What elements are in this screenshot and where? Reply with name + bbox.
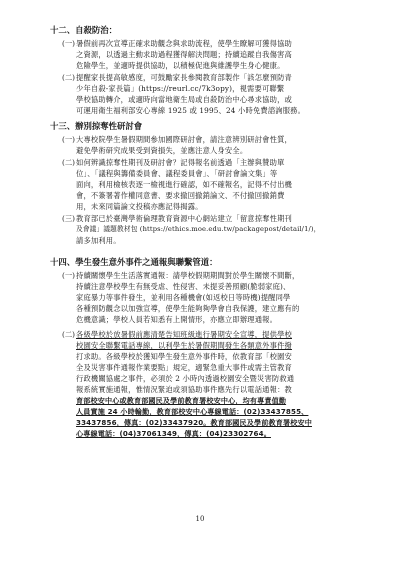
text-line: 少年自殺-家長篇」(https://reurl.cc/7k3opy)，視需要可聯繫 bbox=[76, 84, 285, 93]
text-line: 學校協助轉介，或適時向當地衛生局或自殺防治中心尋求協助，或 bbox=[76, 95, 292, 104]
text-line: 可運用衛生福利部安心專線 1925 或 1995、24 小時免費諮詢服務。 bbox=[76, 106, 306, 115]
text-line: 避免學術研究成果受到資損失，並應注意人身安全。 bbox=[76, 146, 248, 155]
text-line: 打求助。各級學校於獲知學生發生意外事件時，依教育部「校園安 bbox=[76, 352, 292, 361]
section-heading-predatory-conferences: 十三、辦別掠奪性研討會 bbox=[50, 121, 143, 131]
text-line: 校園安全聯繫電話專線，以利學生於暑假期間發生各類意外事件撥 bbox=[76, 341, 292, 350]
text-line: 人員實施 24 小時輪勤，教育部校安中心專線電話：(02)33437855、 bbox=[76, 407, 309, 416]
text-line: 持續關懷學生生活落實通報：請學校假期期間對於學生關懷不間斷， bbox=[76, 271, 300, 280]
text-line: 家庭暴力等事件發生，並利用各種機會(如返校日等時機)提醒同學 bbox=[76, 293, 291, 302]
list-item bbox=[62, 134, 362, 156]
list-item bbox=[62, 329, 362, 439]
item-number: (一) bbox=[62, 135, 75, 144]
text-line: 報系統實施通報，惟情況緊迫或須協助事件應先行以電話通報：教 bbox=[76, 385, 292, 394]
text-line: 33437856，傳真：(02)33437920。教育部國民及學前教育署校安中 bbox=[76, 418, 312, 427]
item-number: (二) bbox=[62, 73, 75, 82]
item-number: (二) bbox=[62, 330, 75, 339]
list-item bbox=[62, 157, 362, 212]
list-item bbox=[62, 270, 362, 325]
list-item bbox=[62, 72, 362, 116]
text-line: 面向，利用檢核表逐一檢視進行確認，如不確報名，記得不付出機 bbox=[76, 180, 292, 189]
text-line: 及會議」議題教材包 (https://ethics.moe.edu.tw/packagepost/detail/1/)， bbox=[76, 225, 321, 233]
text-line: 暑假前再次宣導正確求助觀念與求助流程，使學生瞭解可獲得協助 bbox=[76, 39, 292, 48]
text-line: 會，不簽署著作權同意書、要求撤回撤銷論文、不付撤回撤銷費 bbox=[76, 191, 285, 200]
text-line: 位」、「議程與籌備委員會、議程委員會」、「研討會論文集」等 bbox=[76, 169, 278, 178]
text-line: 各級學校於放暑假前應清楚告知班級進行暑期安全宣導，提供學校 bbox=[76, 330, 292, 339]
text-line: 用，未來同篇論文投稿亦應記得揭露。 bbox=[76, 202, 203, 211]
text-line: 請多加利用。 bbox=[76, 236, 121, 245]
text-line: 持續注意學校學生有無受虐、性侵害、未提妥善照顧(脆弱家庭)、 bbox=[76, 282, 291, 291]
text-line: 危險學生，並適時提供協助，以積極促進與維護學生身心健康。 bbox=[76, 61, 285, 70]
section-heading-accident-reporting: 十四、學生發生意外事件之通報與聯繫管道： bbox=[50, 257, 218, 267]
item-number: (一) bbox=[62, 271, 75, 280]
text-line: 如何辨識掠奪性期刊及研討會？記得報名前透過「主辦與贊助單 bbox=[76, 158, 285, 167]
item-number: (三) bbox=[62, 214, 75, 223]
text-line: 教育部已於臺灣學術倫理教育資源中心網站建立「留意掠奪性期刊 bbox=[76, 214, 292, 223]
text-line: 提醒家長提高敏感度，可鼓勵家長參閱教育部製作「該怎麼預防青 bbox=[76, 73, 292, 82]
list-item bbox=[62, 38, 362, 71]
text-line: 心專線電話：(04)37061349，傳真：(04)23302764。 bbox=[76, 429, 271, 438]
text-line: 大專校院學生暑假期間參加國際研討會，請注意辨別研討會性質， bbox=[76, 135, 292, 144]
text-line: 育部校安中心或教育部國民及學前教育署校安中心，均有專責值勤 bbox=[76, 396, 287, 405]
page-number: 10 bbox=[195, 515, 205, 523]
list-item bbox=[62, 213, 362, 246]
item-number: (二) bbox=[62, 158, 75, 167]
text-line: 之資源，以透過主動求助過程獲得解決問題；持續追蹤自我傷害高 bbox=[76, 50, 292, 59]
item-number: (一) bbox=[62, 39, 75, 48]
section-heading-suicide-prevention: 十二、自殺防治： bbox=[50, 25, 117, 35]
text-line: 危機意識；學校人員若知悉有上開情形，亦應立即辦理通報。 bbox=[76, 315, 278, 324]
text-line: 各種預防觀念以加強宣導，使學生能夠夠學會自我保護，建立應有的 bbox=[76, 304, 300, 313]
text-line: 全及災害事件通報作業要點」規定，適緊急重大事件或需主管教育 bbox=[76, 363, 292, 372]
text-line: 行政機關協處之事件，必須於 2 小時內透過校園安全暨災害防救通 bbox=[76, 374, 295, 383]
